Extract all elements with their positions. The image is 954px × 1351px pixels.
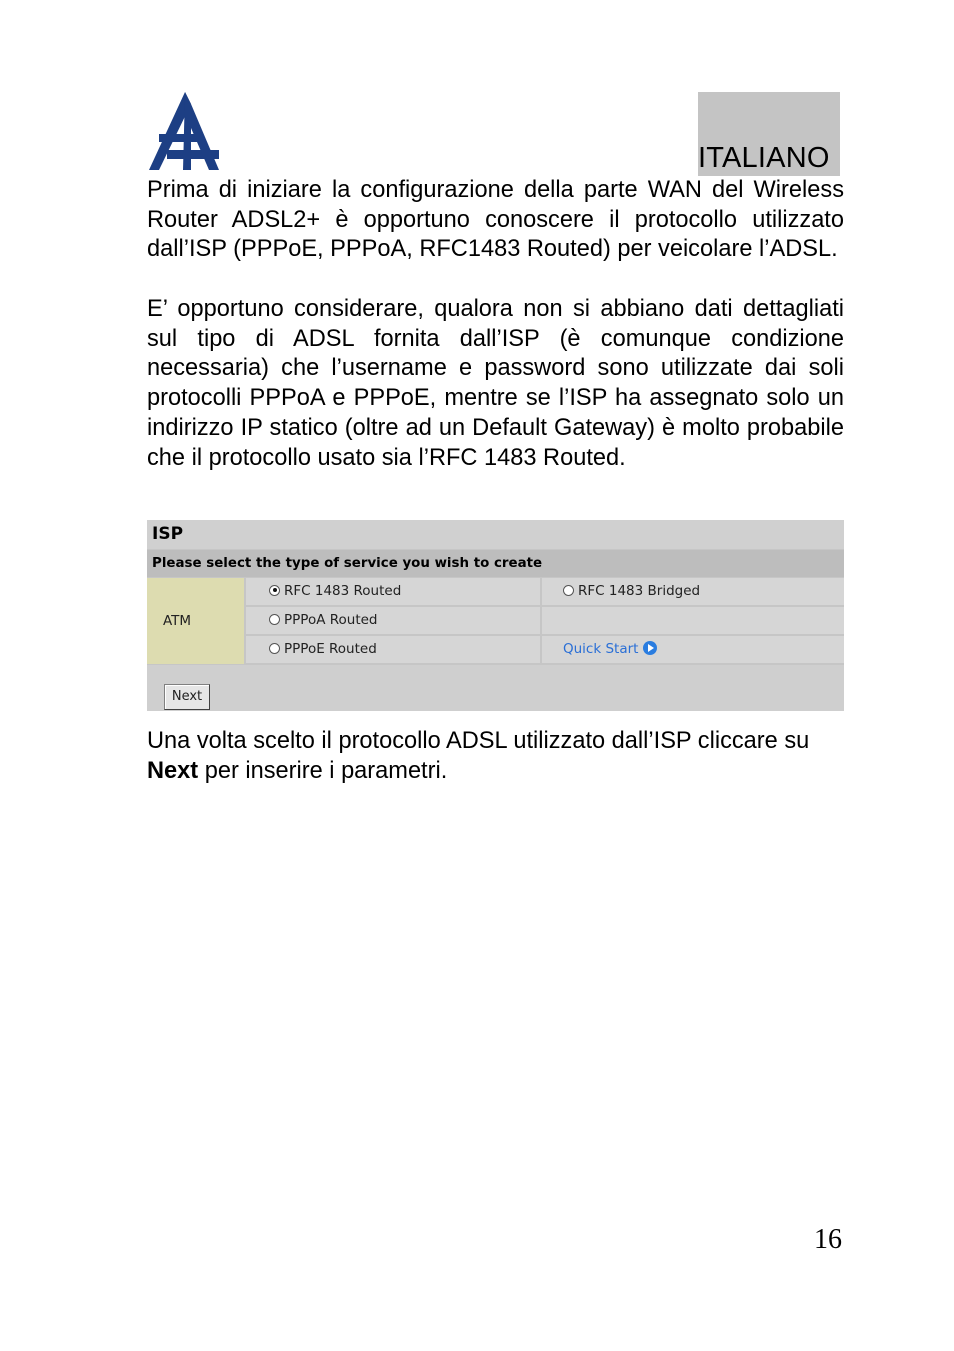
next-keyword: Next [147,757,199,784]
isp-title: ISP [147,520,844,549]
radio-icon[interactable] [563,585,574,596]
option-label: RFC 1483 Routed [284,583,402,599]
option-rfc1483-routed[interactable] [246,578,540,605]
button-bar [147,665,844,711]
quick-start-cell [542,636,844,663]
instruction-paragraph [147,727,844,786]
language-label: ITALIANO [698,142,830,174]
option-label: PPPoE Routed [284,641,377,657]
isp-subtitle: Please select the type of service you wish to create [147,550,844,577]
option-pppoa-routed[interactable] [246,607,540,634]
brand-logo [147,92,219,170]
option-rfc1483-bridged[interactable] [542,578,844,605]
instruction-text: Una volta scelto il protocollo ADSL utilizzato dall’ISP cliccare su [147,728,810,754]
isp-panel [147,520,844,711]
intro-paragraph: Prima di iniziare la configurazione della parte WAN del Wireless Router ADSL2+ è opportuno conoscere il protocollo utilizzato dall’ISP (PPPoE, PPPoA, RFC1483 Routed) per veicolare l’ADSL. [147,177,844,263]
atm-label: ATM [147,578,244,664]
instruction-text-end: per inserire i parametri. [198,757,448,784]
empty-cell [542,607,844,634]
radio-icon[interactable] [269,643,280,654]
next-button[interactable]: Next [164,684,210,710]
radio-icon[interactable] [269,614,280,625]
radio-selected-icon[interactable] [269,585,280,596]
option-label: RFC 1483 Bridged [578,583,701,599]
quick-start-link[interactable]: Quick Start [563,641,639,657]
option-label: PPPoA Routed [284,612,378,628]
arrow-right-circle-icon[interactable] [643,641,657,655]
info-paragraph: E’ opportuno considerare, qualora non si abbiano dati dettagliati sul tipo di ADSL fornita dall’ISP (è comunque condizione necessaria) che l’username e password sono utilizzate dai soli protocolli PPPoA e PPPoE, mentre se l’ISP ha assegnato solo un indirizzo IP statico (oltre ad un Default Gateway) è molto probabile che il protocollo usato sia l’RFC 1483 Routed. [147,296,844,471]
option-pppoe-routed[interactable] [246,636,540,663]
page-number: 16 [814,1224,842,1255]
